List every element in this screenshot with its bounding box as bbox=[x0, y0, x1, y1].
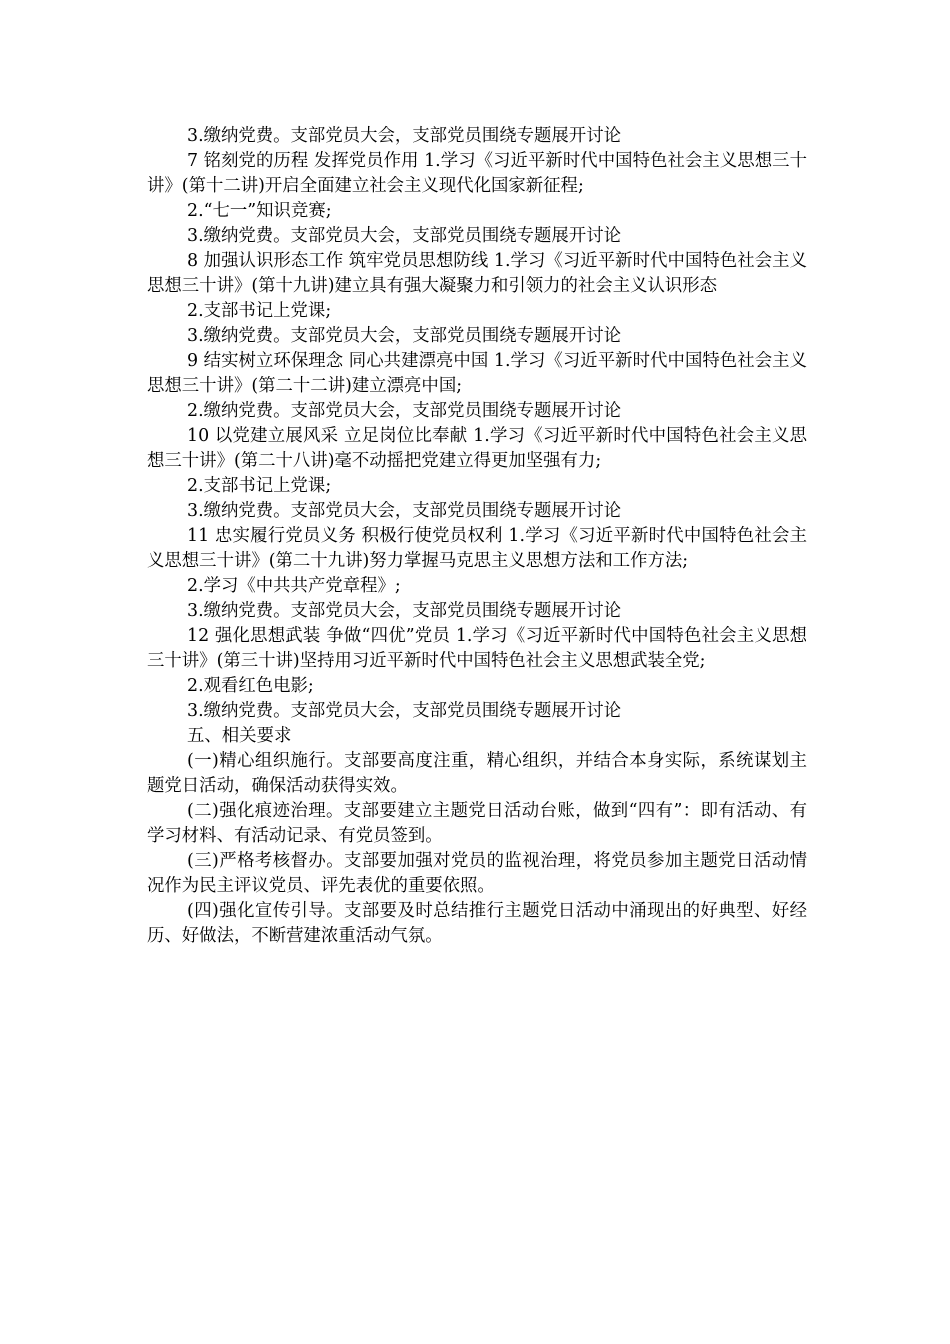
paragraph: 3.缴纳党费。支部党员大会，支部党员围绕专题展开讨论 bbox=[187, 226, 621, 246]
paragraph: 8 加强认识形态工作 筑牢党员思想防线 1.学习《习近平新时代中国特色社会主义思想三十讲》(第十九讲)建立具有强大凝聚力和引领力的社会主义认识形态 bbox=[147, 251, 807, 296]
paragraph: 3.缴纳党费。支部党员大会，支部党员围绕专题展开讨论 bbox=[187, 326, 621, 346]
paragraph: 2.缴纳党费。支部党员大会，支部党员围绕专题展开讨论 bbox=[187, 401, 621, 421]
paragraph: (四)强化宣传引导。支部要及时总结推行主题党日活动中涌现出的好典型、好经历、好做法，不断营建浓重活动气氛。 bbox=[147, 901, 807, 946]
paragraph: 2.学习《中共共产党章程》; bbox=[187, 576, 401, 596]
paragraph: 2.“七一”知识竞赛; bbox=[187, 201, 332, 221]
paragraph: 2.支部书记上党课; bbox=[187, 301, 332, 321]
paragraph: 7 铭刻党的历程 发挥党员作用 1.学习《习近平新时代中国特色社会主义思想三十讲》(第十二讲)开启全面建立社会主义现代化国家新征程; bbox=[147, 151, 807, 196]
paragraph: 2.支部书记上党课; bbox=[187, 476, 332, 496]
paragraph: 2.观看红色电影; bbox=[187, 676, 314, 696]
paragraph: (三)严格考核督办。支部要加强对党员的监视治理，将党员参加主题党日活动情况作为民主评议党员、评先表优的重要依照。 bbox=[147, 851, 807, 896]
paragraph: 3.缴纳党费。支部党员大会，支部党员围绕专题展开讨论 bbox=[187, 701, 621, 721]
paragraph: 10 以党建立展风采 立足岗位比奉献 1.学习《习近平新时代中国特色社会主义思想三十讲》(第二十八讲)毫不动摇把党建立得更加坚强有力; bbox=[147, 426, 807, 471]
paragraph: 3.缴纳党费。支部党员大会，支部党员围绕专题展开讨论 bbox=[187, 601, 621, 621]
paragraph: (一)精心组织施行。支部要高度注重，精心组织，并结合本身实际，系统谋划主题党日活动，确保活动获得实效。 bbox=[147, 751, 807, 796]
paragraph: 12 强化思想武装 争做“四优”党员 1.学习《习近平新时代中国特色社会主义思想三十讲》(第三十讲)坚持用习近平新时代中国特色社会主义思想武装全党; bbox=[147, 626, 807, 671]
paragraph: (二)强化痕迹治理。支部要建立主题党日活动台账，做到“四有”：即有活动、有学习材料、有活动记录、有党员签到。 bbox=[147, 801, 807, 846]
section-heading: 五、相关要求 bbox=[187, 726, 292, 746]
paragraph: 11 忠实履行党员义务 积极行使党员权利 1.学习《习近平新时代中国特色社会主义思想三十讲》(第二十九讲)努力掌握马克思主义思想方法和工作方法; bbox=[147, 526, 807, 571]
paragraph: 3.缴纳党费。支部党员大会，支部党员围绕专题展开讨论 bbox=[187, 501, 621, 521]
document-page bbox=[147, 124, 807, 949]
paragraph: 3.缴纳党费。支部党员大会，支部党员围绕专题展开讨论 bbox=[187, 126, 621, 146]
paragraph: 9 结实树立环保理念 同心共建漂亮中国 1.学习《习近平新时代中国特色社会主义思想三十讲》(第二十二讲)建立漂亮中国; bbox=[147, 351, 807, 396]
